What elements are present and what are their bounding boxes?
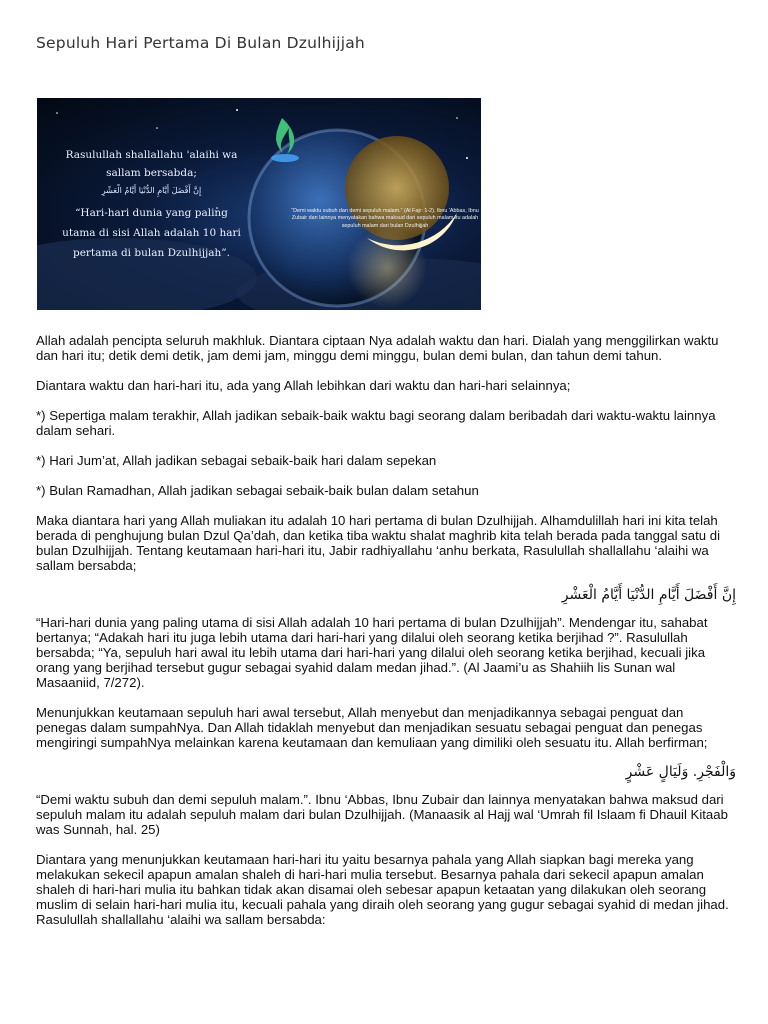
- paragraph: Diantara yang menunjukkan keutamaan hari-hari itu yaitu besarnya pahala yang Allah siapkan bagi mereka yang melakukan sekecil apapun amalan shaleh di hari-hari mulia tersebut. Besarnya pahala dari sekecil apapun amalan shaleh di hari-hari mulia itu bahkan tidak akan disamai oleh sebesar apapun ketaatan yang dilakukan oleh seorang muslim di selain hari-hari mulia itu, kecuali pahala yang diraih oleh seorang yang gugur sebagai syahid di medan jihad. Rasulullah shallallahu ‘alaihi wa sallam bersabda:: [36, 852, 729, 927]
- paragraph: *) Hari Jum’at, Allah jadikan sebagai sebaik-baik hari dalam sepekan: [36, 453, 437, 468]
- paragraph: Diantara waktu dan hari-hari itu, ada yang Allah lebihkan dari waktu dan hari-hari selainnya;: [36, 378, 571, 393]
- paragraph: *) Bulan Ramadhan, Allah jadikan sebagai sebaik-baik bulan dalam setahun: [36, 483, 479, 498]
- page-title: Sepuluh Hari Pertama Di Bulan Dzulhijjah: [36, 34, 365, 52]
- paragraph: *) Sepertiga malam terakhir, Allah jadikan sebaik-baik waktu bagi seorang dalam beribadah dari waktu-waktu lainnya dalam sehari.: [36, 408, 716, 438]
- article-body: [36, 333, 736, 942]
- paragraph: Allah adalah pencipta seluruh makhluk. Diantara ciptaan Nya adalah waktu dan hari. Dialah yang menggilirkan waktu dan hari itu; detik demi detik, jam demi jam, minggu demi minggu, bulan demi bulan, dan tahun demi tahun.: [36, 333, 719, 363]
- banner-caption-2: sallam bersabda;: [106, 167, 197, 179]
- banner-caption-1: Rasulullah shallallahu 'alaihi wa: [65, 149, 238, 161]
- banner-artwork: [37, 98, 481, 310]
- banner-caption-5: pertama di bulan Dzulhijjah”.: [72, 247, 231, 259]
- banner-image: [37, 98, 481, 310]
- paragraph: “Demi waktu subuh dan demi sepuluh malam.”. Ibnu ‘Abbas, Ibnu Zubair dan lainnya menyatakan bahwa maksud dari sepuluh malam itu adalah sepuluh malam dari bulan Dzulhijjah. (Manaasik al Hajj wal ‘Umrah fil Islaam fi Dhauil Kitaab was Sunnah, hal. 25): [36, 792, 728, 837]
- banner-caption-arabic: إِنَّ أَفْضَلَ أَيَّامِ الدُّنْيَا أَيَّامُ الْعَشْرِ: [101, 186, 202, 195]
- paragraph: Menunjukkan keutamaan sepuluh hari awal tersebut, Allah menyebut dan menjadikannya sebagai penguat dan penegas dalam sumpahNya. Dan Allah tidaklah menyebut dan menjadikan sesuatu sebagai penguat dan penegas mengiringi sumpahNya melainkan karena keutamaan dan kemuliaan yang dimiliki oleh sesuatu itu. Allah berfirman;: [36, 705, 708, 750]
- arabic-verse: وَالْفَجْرِ. وَلَيَالٍ عَشْرٍ: [625, 764, 736, 780]
- banner-side-text: “Demi waktu subuh dan demi sepuluh malam.” (Al Fajr: 1-2). Ibnu 'Abbas, Ibnu Zubair dan lainnya menyatakan bahwa maksud dari sepuluh malam itu adalah sepuluh malam dari bulan Dzulhijjah: [291, 208, 479, 229]
- paragraph: “Hari-hari dunia yang paling utama di sisi Allah adalah 10 hari pertama di bulan Dzulhijjah”. Mendengar itu, sahabat bertanya; “Adakah hari itu juga lebih utama dari hari-hari yang dilalui oleh seorang ketika berjihad ?”. Rasulullah bersabda; “Ya, sepuluh hari awal itu lebih utama dari hari-hari yang dilalui oleh seorang ketika berjihad, kecuali jika orang yang berjihad tersebut gugur sebagai syahid dalam medan jihad.”. (Al Jaami’u as Shahiih lis Sunan wal Masaaniid, 7/272).: [36, 615, 708, 690]
- paragraph: Maka diantara hari yang Allah muliakan itu adalah 10 hari pertama di bulan Dzulhijjah. Alhamdulillah hari ini kita telah berada di penghujung bulan Dzul Qa’dah, dan ketika tiba waktu shalat maghrib kita telah berada pada tanggal satu di bulan Dzulhijjah. Tentang keutamaan hari-hari itu, Jabir radhiyallahu ‘anhu berkata, Rasulullah shallallahu ‘alaihi wa sallam bersabda;: [36, 513, 721, 573]
- banner-caption-4: utama di sisi Allah adalah 10 hari: [62, 227, 241, 239]
- banner-caption-3: “Hari-hari dunia yang paling: [75, 207, 228, 219]
- arabic-hadith: إِنَّ أَفْضَلَ أَيَّامِ الدُّنْيَا أَيَّامُ الْعَشْرِ: [561, 587, 736, 603]
